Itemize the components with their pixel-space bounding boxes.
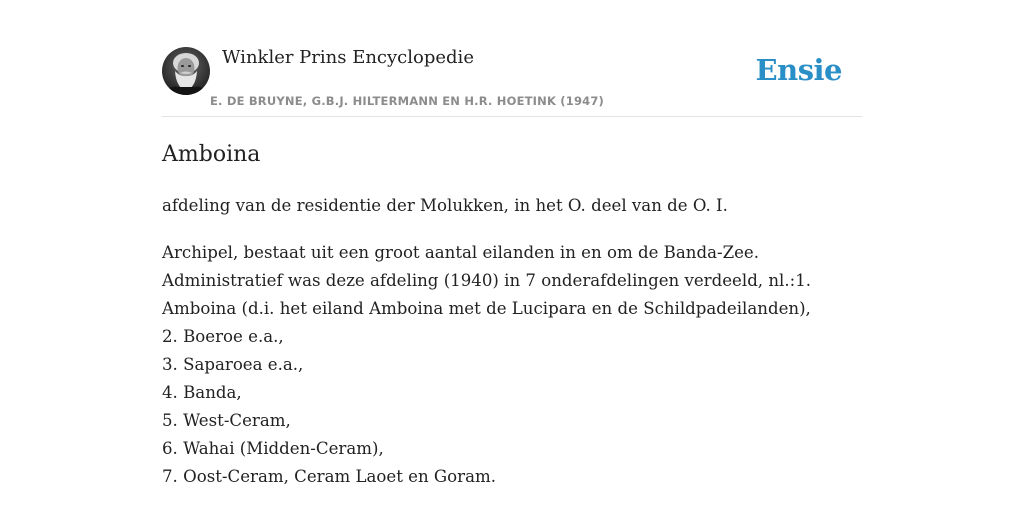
portrait-photo-icon: [162, 47, 210, 95]
article-line: 7. Oost-Ceram, Ceram Laoet en Goram.: [162, 467, 496, 486]
article-line: Administratief was deze afdeling (1940) in 7 onderafdelingen verdeeld, nl.:1.: [162, 271, 812, 290]
ensie-logo[interactable]: Ensie: [755, 53, 842, 87]
article-line: 2. Boeroe e.a.,: [162, 327, 284, 346]
encyclopedia-title[interactable]: Winkler Prins Encyclopedie: [222, 47, 474, 68]
header: [162, 46, 862, 117]
article-title: Amboina: [162, 142, 261, 167]
article-line: 4. Banda,: [162, 383, 242, 402]
article-line: 6. Wahai (Midden-Ceram),: [162, 439, 384, 458]
article-line: Archipel, bestaat uit een groot aantal eilanden in en om de Banda-Zee.: [162, 243, 760, 262]
article-line: Amboina (d.i. het eiland Amboina met de Lucipara en de Schildpadeilanden),: [162, 299, 811, 318]
article-intro: afdeling van de residentie der Molukken, in het O. deel van de O. I.: [162, 196, 728, 215]
author-avatar[interactable]: [162, 47, 210, 95]
authors-line: E. DE BRUYNE, G.B.J. HILTERMANN EN H.R. HOETINK (1947): [210, 94, 605, 108]
article-body: [162, 239, 862, 491]
article-line: 3. Saparoea e.a.,: [162, 355, 304, 374]
article-line: 5. West-Ceram,: [162, 411, 291, 430]
